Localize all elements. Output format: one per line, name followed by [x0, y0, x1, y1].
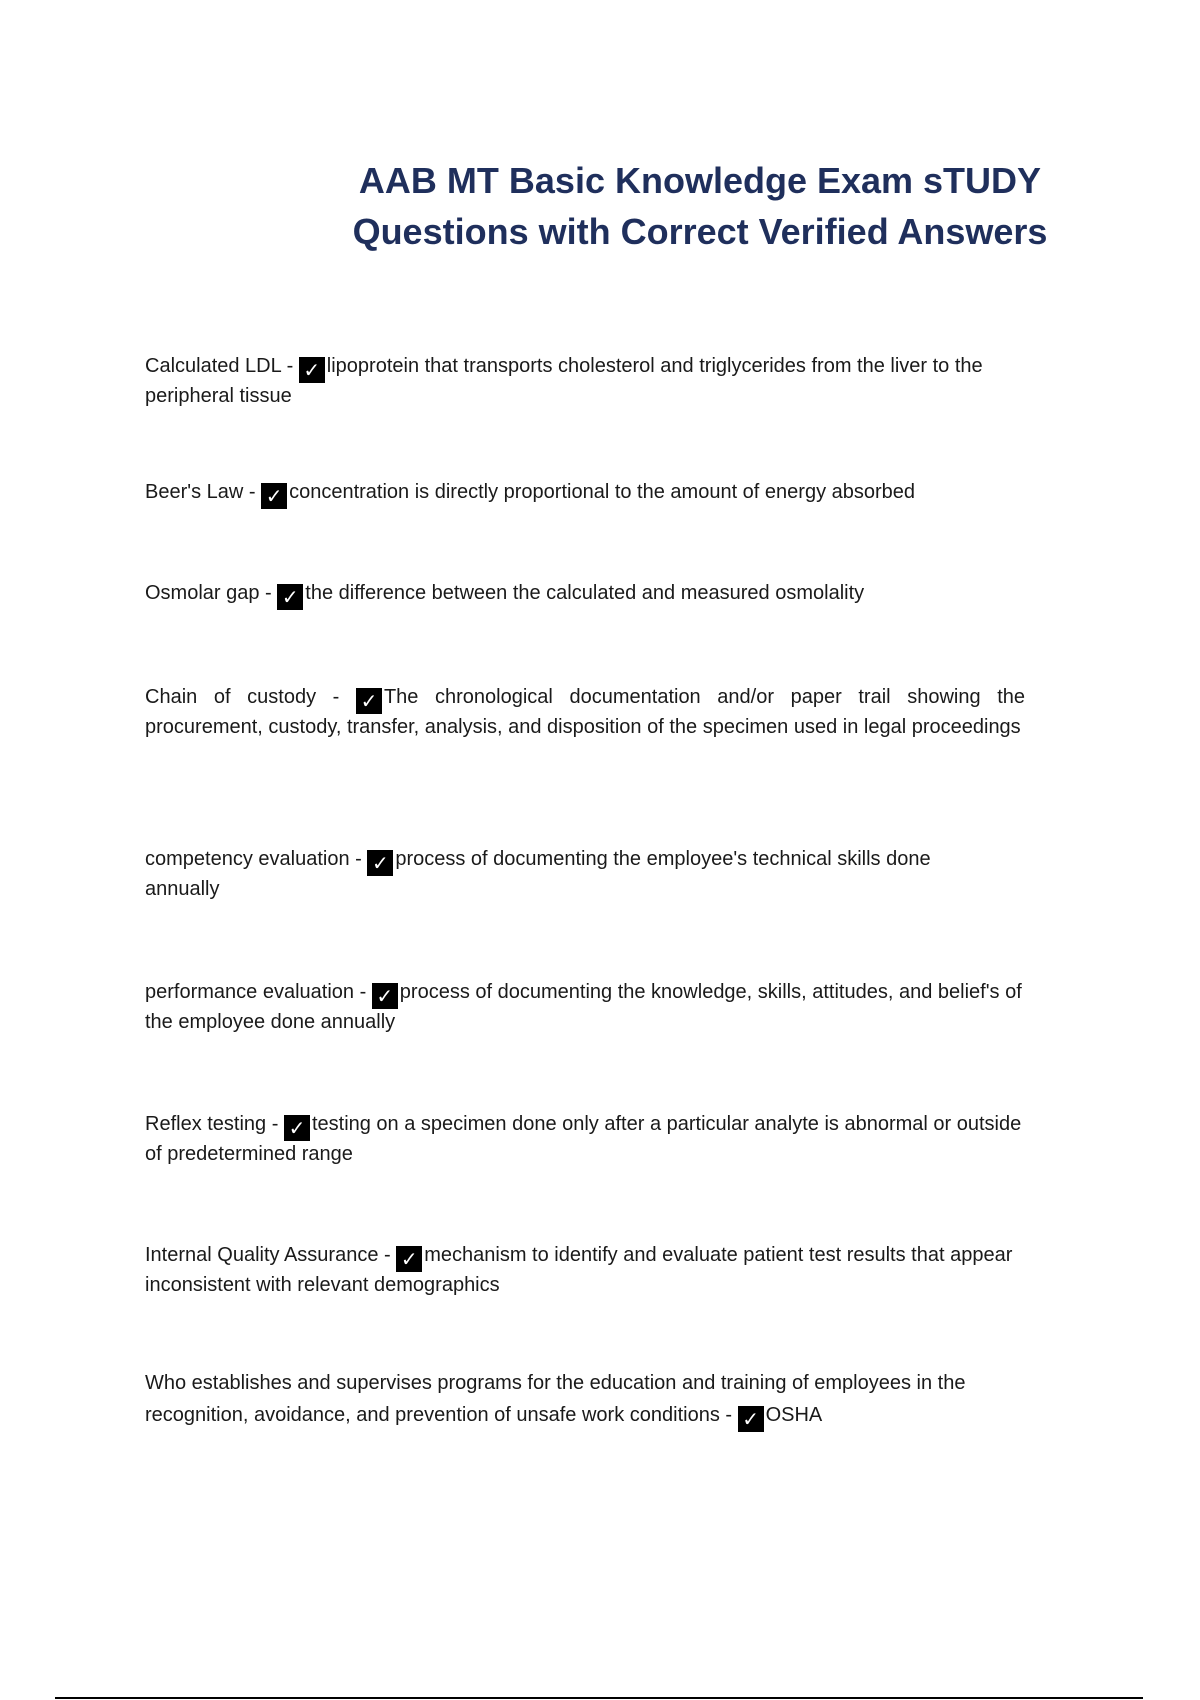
checkmark-box-icon: ✓ [738, 1406, 764, 1432]
page-title [300, 155, 1100, 257]
entry-term: Reflex testing - [145, 1113, 284, 1135]
entry-term: Calculated LDL - [145, 355, 299, 377]
checkmark-box-icon: ✓ [396, 1246, 422, 1272]
qa-entry [145, 979, 1025, 1036]
title-line-1: AAB MT Basic Knowledge Exam sTUDY [358, 160, 1042, 201]
checkmark-box-icon: ✓ [277, 584, 303, 610]
entry-term: performance evaluation - [145, 981, 372, 1003]
entry-answer: The chronological documentation and/or paper trail showing the procurement, custody, transfer, analysis, and disposition of the specimen used in legal proceedings [145, 686, 1025, 738]
qa-entry [145, 846, 975, 903]
checkmark-box-icon: ✓ [261, 483, 287, 509]
entry-answer: the difference between the calculated and measured osmolality [305, 582, 865, 604]
entry-answer: mechanism to identify and evaluate patient test results that appear inconsistent with relevant demographics [145, 1244, 1013, 1296]
checkmark-box-icon: ✓ [299, 357, 325, 383]
qa-entry [145, 353, 1025, 410]
entry-term: Chain of custody - [145, 686, 356, 708]
entry-term: Who establishes and supervises programs for the education and training of employees in the recognition, avoidance, and prevention of unsafe work conditions - [145, 1372, 966, 1426]
checkmark-box-icon: ✓ [367, 850, 393, 876]
entry-term: competency evaluation - [145, 848, 368, 870]
checkmark-box-icon: ✓ [372, 983, 398, 1009]
entry-term: Internal Quality Assurance - [145, 1244, 397, 1266]
entry-answer: lipoprotein that transports cholesterol and triglycerides from the liver to the peripheral tissue [145, 355, 983, 407]
entry-term: Beer's Law - [145, 481, 262, 503]
qa-entry [145, 1111, 1025, 1168]
entry-answer: process of documenting the knowledge, skills, attitudes, and belief's of the employee done annually [145, 981, 1022, 1033]
entry-answer: OSHA [765, 1404, 823, 1426]
entry-answer: testing on a specimen done only after a particular analyte is abnormal or outside of predetermined range [145, 1113, 1022, 1165]
qa-entry [145, 580, 1025, 610]
checkmark-box-icon: ✓ [356, 688, 382, 714]
checkmark-box-icon: ✓ [284, 1115, 310, 1141]
qa-entry [145, 684, 1025, 741]
title-line-2: Questions with Correct Verified Answers [352, 211, 1048, 252]
qa-entry [145, 1367, 1025, 1432]
qa-entry [145, 479, 1025, 509]
footer-rule [55, 1697, 1143, 1699]
qa-entry [145, 1242, 1025, 1299]
entry-term: Osmolar gap - [145, 582, 278, 604]
entry-answer: process of documenting the employee's technical skills done annually [145, 848, 931, 900]
entry-answer: concentration is directly proportional to the amount of energy absorbed [289, 481, 916, 503]
